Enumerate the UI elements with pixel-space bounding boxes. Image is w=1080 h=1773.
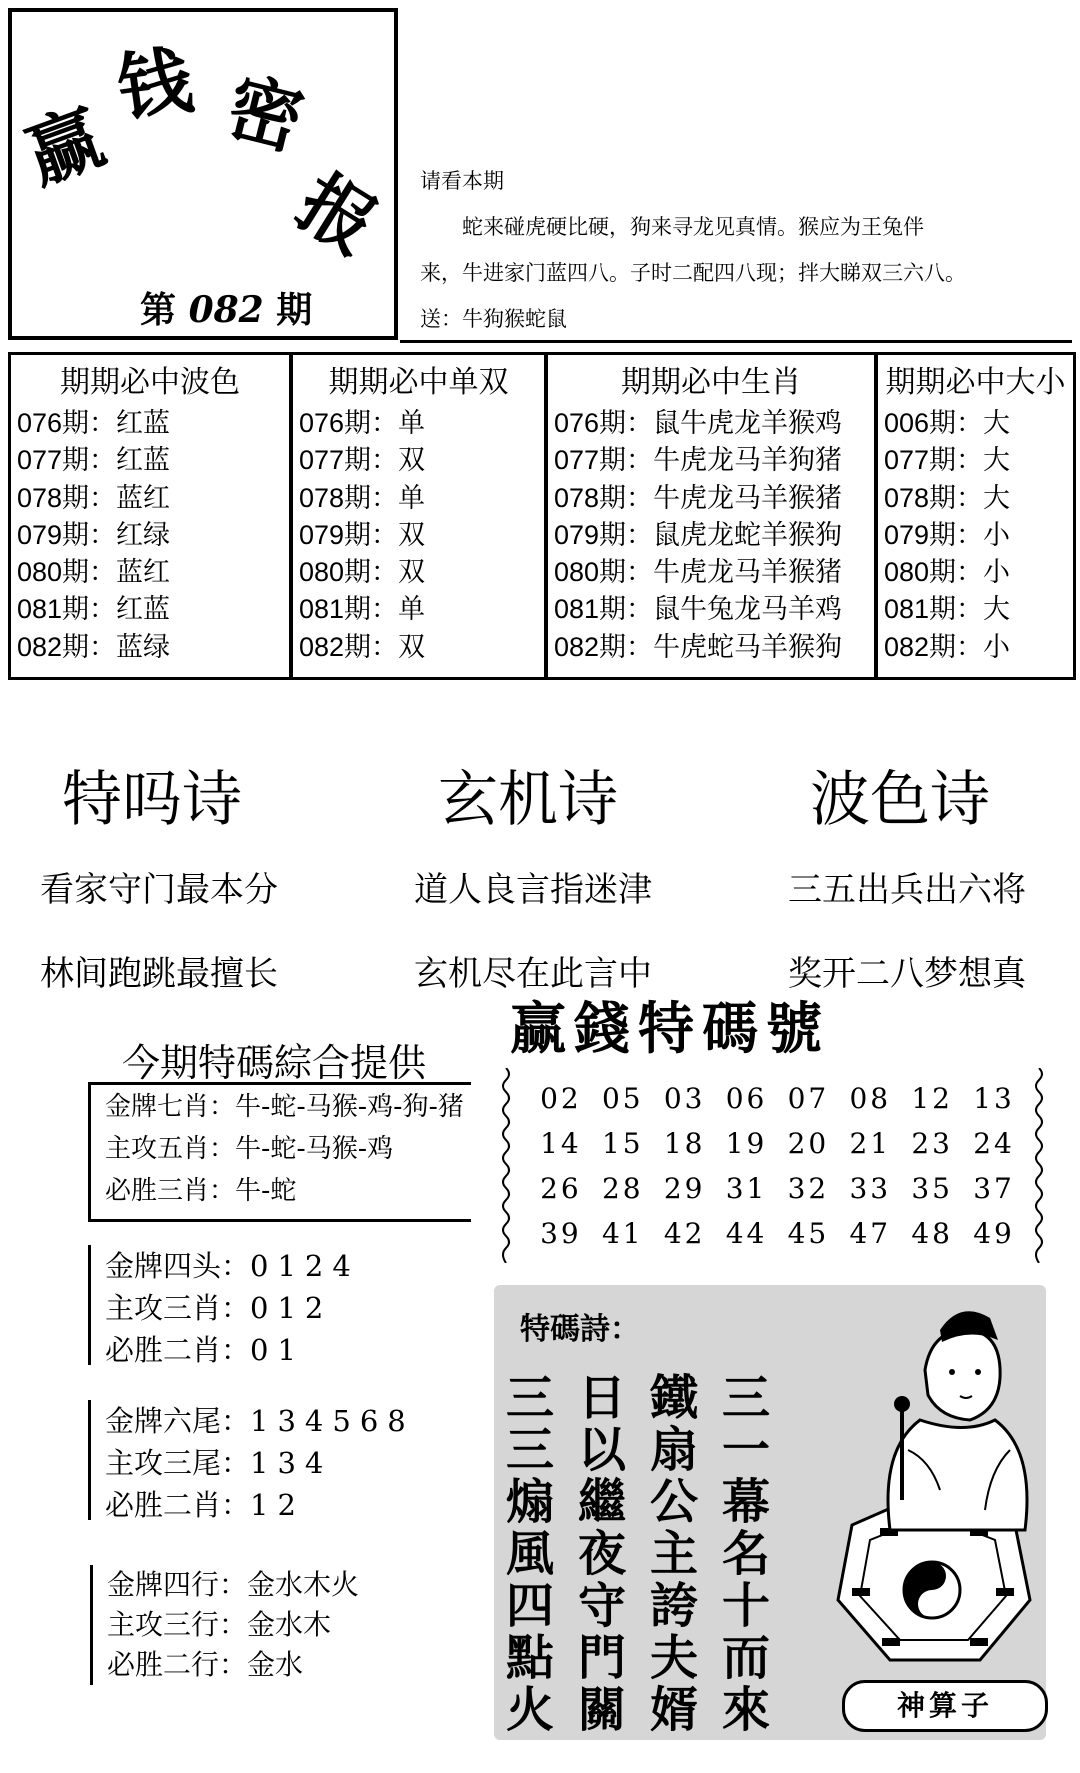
summary-row [91,1245,360,1287]
poem-line: 林间跑跳最擅长 [40,954,278,994]
summary-row [91,1442,415,1484]
stats-row: 081期：红蓝 [17,594,171,625]
divider [400,340,1072,343]
logo-char: 密 [218,64,312,166]
issue-suffix: 期 [276,289,313,331]
summary-elements-group [90,1565,359,1685]
stats-row: 082期：蓝绿 [17,631,171,662]
summary-value: 12 [250,1488,305,1522]
issue-prefix: 第 [140,289,177,331]
summary-row [91,1329,360,1371]
summary-row [91,1085,471,1127]
number-cell: 44 [725,1217,768,1250]
stats-row: 079期：双 [299,519,426,550]
number-cell: 45 [787,1217,830,1250]
summary-value: 01 [250,1333,305,1367]
poem-line: 道人良言指迷津 [414,870,652,910]
stats-row: 077期：大 [884,445,1011,476]
stats-row: 079期：小 [884,519,1011,550]
numbers-title: 赢錢特碼號 [510,996,830,1062]
stats-title: 期期必中生肖 [621,366,801,399]
stats-row: 078期：大 [884,482,1011,513]
stats-row: 077期：牛虎龙马羊狗猪 [554,445,843,476]
summary-label: 主攻三肖： [105,1291,251,1325]
stats-row: 080期：蓝红 [17,557,171,588]
stats-row: 077期：红蓝 [17,445,171,476]
poem-line: 奖开二八梦想真 [788,954,1026,994]
stats-row: 076期：红蓝 [17,408,171,438]
numbers-box [500,1068,1045,1263]
summary-value: 金水木 [247,1608,332,1641]
summary-label: 金牌六尾： [105,1404,251,1438]
poem-line: 三五出兵出六将 [788,870,1026,910]
stats-row: 076期：单 [299,408,426,438]
number-cell: 41 [601,1217,644,1250]
tema-poem-text: 三 一 幕 名 十 而 來 [721,1370,770,1738]
summary-label: 金牌四行： [107,1568,248,1601]
stats-column-odd-even [293,355,548,677]
stats-row: 079期：红绿 [17,519,171,550]
summary-row [93,1565,359,1605]
summary-heads-group [88,1245,360,1365]
number-cell: 35 [911,1172,953,1205]
summary-label: 必胜二肖： [105,1488,251,1522]
summary-label: 金牌四头： [105,1249,251,1283]
number-cell: 39 [540,1217,582,1250]
tema-poem-text: 鐵 扇 公 主 誇 夫 婿 [649,1370,698,1738]
stats-row: 078期：单 [299,482,426,513]
number-cell: 15 [601,1127,644,1160]
number-cell: 28 [601,1172,644,1205]
summary-zodiac-group [88,1082,471,1222]
wave-border-left [500,1068,512,1263]
summary-tails-group [88,1400,415,1520]
number-cell: 37 [973,1172,1015,1205]
stats-row: 081期：单 [299,594,426,625]
number-cell: 23 [911,1127,953,1160]
tema-poem-column [644,1372,704,1736]
tema-poem-text: 日 以 繼 夜 守 門 關 [577,1370,626,1738]
poem-line: 看家守门最本分 [40,870,278,910]
number-cell: 12 [911,1082,953,1115]
number-cell: 20 [787,1127,830,1160]
stats-row: 081期：大 [884,594,1011,625]
stats-title: 期期必中大小 [885,366,1066,399]
summary-row [91,1127,471,1169]
number-cell: 49 [973,1217,1015,1250]
summary-row [91,1400,415,1442]
logo-char: 报 [282,158,392,272]
number-cell: 33 [849,1172,892,1205]
summary-value: 牛-蛇-马猴-鸡 [235,1134,394,1164]
stats-row: 006期：大 [884,408,1011,438]
summary-label: 必胜二行： [107,1648,248,1681]
logo-char: 赢 [15,93,115,201]
poem-title-tema: 特吗诗 [62,765,242,835]
notice-line: 请看本期 [420,169,504,193]
number-cell: 32 [787,1172,830,1205]
stats-row: 080期：小 [884,557,1011,588]
logo-char: 钱 [112,37,198,133]
summary-label: 必胜二肖： [105,1333,251,1367]
poem-title-xuanji: 玄机诗 [438,765,618,835]
poem-line: 玄机尽在此言中 [414,954,652,994]
tema-poem-heading: 特碼詩： [520,1312,640,1347]
stats-column-zodiac [548,355,878,677]
number-cell: 02 [540,1082,582,1115]
stats-row: 076期：鼠牛虎龙羊猴鸡 [554,408,843,438]
stats-row: 078期：牛虎龙马羊猴猪 [554,482,843,513]
summary-row [91,1484,415,1526]
summary-value: 0124 [250,1249,360,1283]
numbers-grid [530,1082,1025,1250]
number-cell: 24 [973,1127,1015,1160]
number-cell: 14 [540,1127,582,1160]
summary-row [93,1605,359,1645]
issue-number [140,282,312,333]
number-cell: 47 [849,1217,892,1250]
stats-column-size [878,355,1073,677]
stats-row: 081期：鼠牛兔龙马羊鸡 [554,594,843,625]
summary-value: 牛-蛇 [235,1176,297,1206]
notice-line: 来，牛进家门蓝四八。子时二配四八现；拌大睇双三六八。 [420,261,966,285]
summary-label: 主攻三行： [107,1608,248,1641]
notice-line: 蛇来碰虎硬比硬，狗来寻龙见真情。猴应为王兔伴 [420,215,924,239]
summary-value: 134 [250,1446,333,1480]
number-cell: 19 [725,1127,768,1160]
stats-title: 期期必中单双 [328,366,509,399]
poem-title-bose: 波色诗 [810,765,990,835]
wave-border-right [1033,1068,1045,1263]
sage-illustration [820,1300,1045,1680]
summary-label: 主攻三尾： [105,1446,251,1480]
summary-row [91,1169,471,1211]
number-cell: 06 [725,1082,768,1115]
notice [420,158,1070,342]
issue-value: 082 [188,289,264,331]
number-cell: 29 [663,1172,706,1205]
tema-poem-column [500,1372,560,1736]
summary-value: 134568 [250,1404,415,1438]
number-cell: 18 [663,1127,706,1160]
notice-line: 送：牛狗猴蛇鼠 [420,307,567,331]
stats-row: 078期：蓝红 [17,482,171,513]
stats-row: 077期：双 [299,445,426,476]
number-cell: 48 [911,1217,953,1250]
stats-row: 082期：牛虎蛇马羊猴狗 [554,631,843,662]
tema-poem-text: 三 三 煽 風 四 點 火 [505,1370,554,1738]
stats-row: 080期：双 [299,557,426,588]
stats-title: 期期必中波色 [60,366,240,399]
summary-row [93,1645,359,1685]
stats-row: 079期：鼠虎龙蛇羊猴狗 [554,519,843,550]
stats-row: 082期：双 [299,631,426,662]
number-cell: 08 [849,1082,892,1115]
number-cell: 13 [973,1082,1015,1115]
tema-poem-column [572,1372,632,1736]
summary-label: 金牌七肖： [105,1092,236,1122]
number-cell: 42 [663,1217,706,1250]
number-cell: 31 [725,1172,768,1205]
summary-value: 金水木火 [247,1568,360,1601]
stats-table [8,352,1076,680]
tema-poem-column [716,1372,776,1736]
stats-row: 080期：牛虎龙马羊猴猪 [554,557,843,588]
signature: 神算子 [842,1680,1048,1732]
summary-label: 主攻五肖： [105,1134,236,1164]
summary-heading: 今期特碼綜合提供 [122,1041,427,1085]
number-cell: 26 [540,1172,582,1205]
stats-row: 082期：小 [884,631,1011,662]
summary-row [91,1287,360,1329]
summary-value: 金水 [247,1648,304,1681]
number-cell: 05 [601,1082,644,1115]
number-cell: 03 [663,1082,706,1115]
summary-value: 012 [250,1291,333,1325]
summary-value: 牛-蛇-马猴-鸡-狗-猪 [235,1092,464,1122]
number-cell: 07 [787,1082,830,1115]
number-cell: 21 [849,1127,892,1160]
stats-column-color [11,355,293,677]
summary-label: 必胜三肖： [105,1176,236,1206]
